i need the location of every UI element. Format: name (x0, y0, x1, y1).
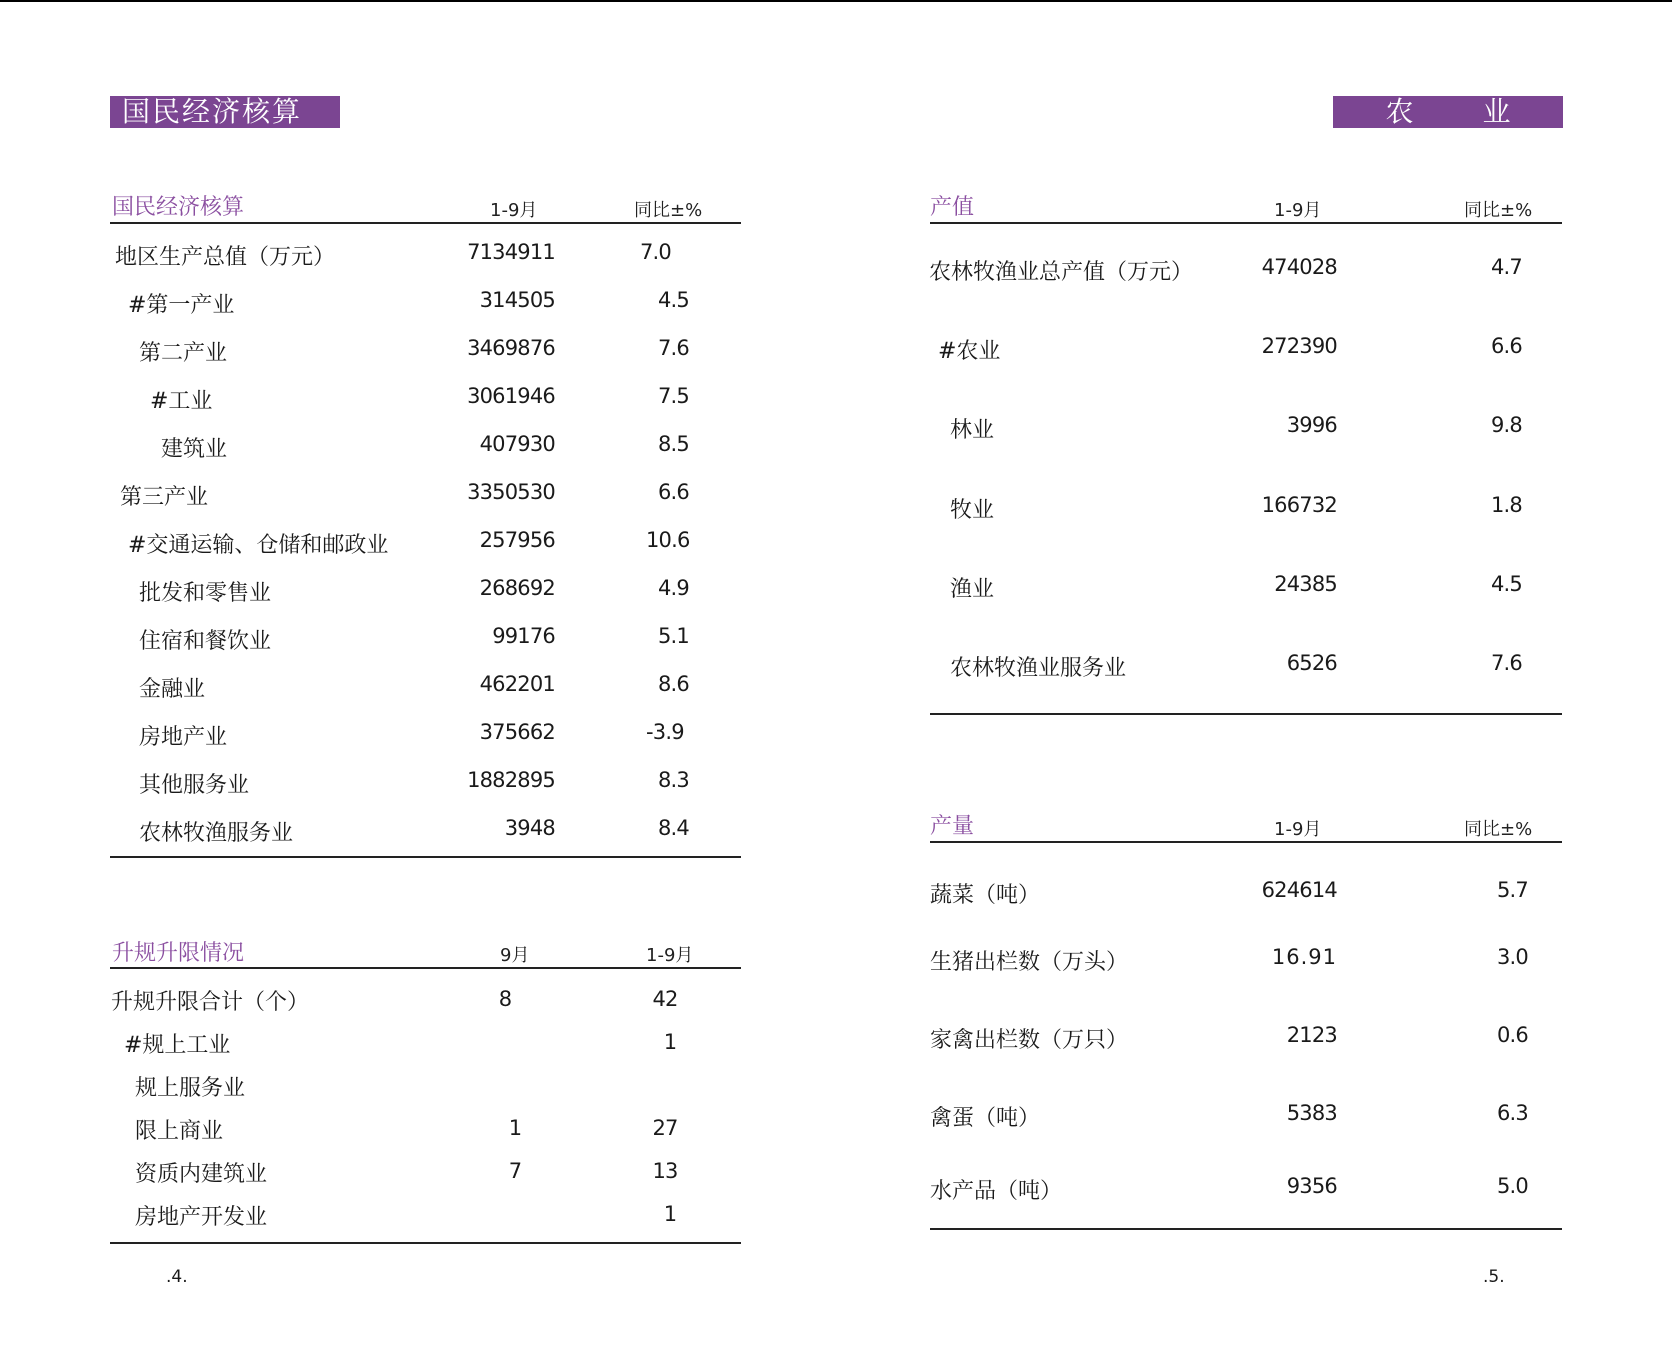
value-period: 3469876 (467, 336, 555, 360)
value-period: 24385 (1274, 572, 1337, 596)
production-header-rule (930, 841, 1562, 843)
value-yoy: 7.5 (658, 384, 689, 408)
value-yoy: 8.6 (658, 672, 689, 696)
row-label: 其他服务业 (139, 773, 250, 798)
value-yoy: 7.6 (1491, 651, 1522, 675)
value-month: 7 (508, 1159, 522, 1183)
value-period: 3350530 (467, 480, 555, 504)
row-label: 房地产开发业 (135, 1205, 268, 1230)
gdp-table-title: 国民经济核算 (112, 195, 245, 220)
row-label: 金融业 (139, 677, 206, 702)
production-col-period: 1-9月 (1274, 819, 1322, 840)
row-label: 限上商业 (135, 1119, 224, 1144)
value-yoy: 7.6 (658, 336, 689, 360)
production-table-title: 产量 (930, 814, 975, 839)
gdp-col-period: 1-9月 (490, 200, 538, 221)
row-label: 蔬菜（吨） (930, 883, 1041, 908)
row-label: #规上工业 (124, 1033, 231, 1058)
value-yoy: 5.0 (1497, 1174, 1528, 1198)
value-yoy: 0.6 (1497, 1023, 1528, 1047)
value-period: 13 (652, 1159, 678, 1183)
value-period: 314505 (479, 288, 555, 312)
page-number-left: .4. (166, 1267, 188, 1287)
row-label: 林业 (950, 418, 995, 443)
gdp-bottom-rule (110, 856, 741, 858)
row-label: #交通运输、仓储和邮政业 (128, 533, 389, 558)
value-yoy: 4.9 (658, 576, 689, 600)
value-period: 268692 (479, 576, 555, 600)
row-label: 禽蛋（吨） (930, 1106, 1041, 1131)
page-number-right: .5. (1483, 1267, 1505, 1287)
value-yoy: 4.5 (1491, 572, 1522, 596)
value-period: 3948 (504, 816, 555, 840)
value-yoy: 10.6 (646, 528, 690, 552)
output-col-period: 1-9月 (1274, 200, 1322, 221)
value-yoy: 5.1 (658, 624, 689, 648)
value-yoy: 6.3 (1497, 1101, 1528, 1125)
production-col-yoy: 同比±% (1464, 819, 1533, 840)
gdp-col-yoy: 同比±% (634, 200, 703, 221)
value-period: 462201 (479, 672, 555, 696)
value-yoy: 1.8 (1491, 493, 1522, 517)
output-header-rule (930, 222, 1562, 224)
gdp-header-rule (110, 222, 741, 224)
upgrade-bottom-rule (110, 1242, 741, 1244)
value-period: 1882895 (467, 768, 555, 792)
value-month: 8 (498, 987, 512, 1011)
value-period: 99176 (492, 624, 555, 648)
row-label: 住宿和餐饮业 (139, 629, 272, 654)
value-period: 375662 (479, 720, 555, 744)
value-period: 7134911 (467, 240, 555, 264)
row-label: 第三产业 (120, 485, 209, 510)
row-label: 批发和零售业 (139, 581, 272, 606)
row-label: 房地产业 (139, 725, 228, 750)
output-bottom-rule (930, 713, 1562, 715)
value-period: 257956 (479, 528, 555, 552)
value-yoy: 7.0 (640, 240, 671, 264)
value-period: 166732 (1261, 493, 1337, 517)
upgrade-table-title: 升规升限情况 (112, 941, 245, 966)
row-label: 生猪出栏数（万头） (930, 950, 1129, 975)
value-period: 9356 (1286, 1174, 1337, 1198)
upgrade-col-period: 1-9月 (646, 945, 694, 966)
row-label: 家禽出栏数（万只） (930, 1028, 1129, 1053)
row-label: #工业 (150, 389, 213, 414)
value-period: 1 (663, 1030, 677, 1054)
row-label: 农林牧渔业服务业 (950, 656, 1127, 681)
value-yoy: 9.8 (1491, 413, 1522, 437)
value-period: 16.91 (1271, 945, 1337, 969)
row-label: #农业 (938, 339, 1001, 364)
value-yoy: 6.6 (1491, 334, 1522, 358)
row-label: 农林牧渔服务业 (139, 821, 294, 846)
upgrade-col-month: 9月 (500, 945, 530, 966)
value-period: 5383 (1286, 1101, 1337, 1125)
value-yoy: 8.3 (658, 768, 689, 792)
value-yoy: 4.7 (1491, 255, 1522, 279)
row-label: 规上服务业 (135, 1076, 246, 1101)
value-period: 272390 (1261, 334, 1337, 358)
value-yoy: 8.4 (658, 816, 689, 840)
row-label: 升规升限合计（个） (111, 990, 310, 1015)
value-yoy: 4.5 (658, 288, 689, 312)
value-period: 1 (663, 1202, 677, 1226)
row-label: 牧业 (950, 498, 995, 523)
value-period: 2123 (1286, 1023, 1337, 1047)
upgrade-header-rule (110, 967, 741, 969)
value-period: 42 (652, 987, 678, 1011)
value-month: 1 (508, 1116, 522, 1140)
row-label: 资质内建筑业 (135, 1162, 268, 1187)
value-yoy: -3.9 (646, 720, 684, 744)
value-yoy: 3.0 (1497, 945, 1528, 969)
row-label: 第二产业 (139, 341, 228, 366)
value-period: 6526 (1286, 651, 1337, 675)
value-period: 407930 (479, 432, 555, 456)
value-yoy: 6.6 (658, 480, 689, 504)
value-period: 27 (652, 1116, 678, 1140)
left-section-banner: 国民经济核算 (110, 96, 340, 128)
value-yoy: 8.5 (658, 432, 689, 456)
row-label: 水产品（吨） (930, 1179, 1063, 1204)
top-border (0, 0, 1672, 2)
row-label: 建筑业 (161, 437, 228, 462)
output-col-yoy: 同比±% (1464, 200, 1533, 221)
value-period: 624614 (1261, 878, 1337, 902)
row-label: 渔业 (950, 577, 995, 602)
value-yoy: 5.7 (1497, 878, 1528, 902)
row-label: 地区生产总值（万元） (115, 245, 336, 270)
value-period: 3996 (1286, 413, 1337, 437)
right-section-banner: 农 业 (1333, 96, 1563, 128)
row-label: #第一产业 (128, 293, 235, 318)
row-label: 农林牧渔业总产值（万元） (929, 260, 1194, 285)
value-period: 474028 (1261, 255, 1337, 279)
value-period: 3061946 (467, 384, 555, 408)
production-bottom-rule (930, 1228, 1562, 1230)
output-table-title: 产值 (930, 195, 975, 220)
